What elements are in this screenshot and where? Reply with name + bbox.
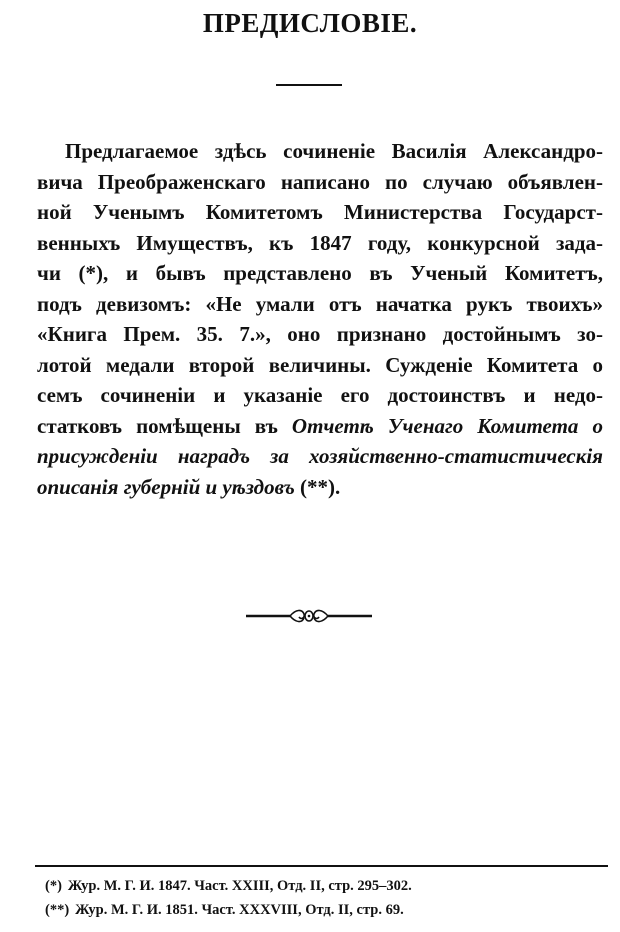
- report-title-part-1: Отчетѣ Ученаго Комитета о: [291, 413, 603, 438]
- preface-paragraph: [37, 136, 603, 502]
- footnote-1-mark: (*): [45, 878, 62, 894]
- paragraph-line-10: [37, 411, 603, 442]
- paragraph-line-10-text: статковъ помѣщены въ: [37, 413, 292, 438]
- paragraph-line-4: венныхъ Имуществъ, къ 1847 году, конкурсной зада-: [37, 230, 603, 255]
- paragraph-line-2: вича Преображенскаго написано по случаю объявлен-: [37, 169, 603, 194]
- footnote-reference-2: (**).: [294, 474, 341, 499]
- paragraph-line-12: [37, 472, 603, 503]
- page-title: ПРЕДИСЛОВІЕ.: [202, 8, 418, 38]
- paragraph-line-5: чи (*), и бывъ представлено въ Ученый Комитетъ,: [37, 261, 603, 285]
- report-title-part-3: описанія губерній и уѣздовъ: [37, 474, 295, 499]
- paragraph-line-9: семъ сочиненіи и указаніе его достоинствъ и недо-: [37, 383, 603, 407]
- report-title-part-2: присужденіи наградъ за хозяйственно-статистическія: [37, 444, 603, 468]
- footnotes: [45, 874, 605, 922]
- footnote-divider: [35, 865, 608, 867]
- footnote-2-text: Жур. М. Г. И. 1851. Част. XXXVIII, Отд. II, стр. 69.: [75, 902, 404, 918]
- paragraph-line-1: Предлагаемое здѣсь сочиненіе Василія Александро-: [65, 139, 603, 163]
- paragraph-line-8: лотой медали второй величины. Сужденіе Комитета о: [37, 352, 603, 377]
- footnote-2: [45, 898, 605, 922]
- footnote-1-text: Жур. М. Г. И. 1847. Част. XXIII, Отд. II, стр. 295–302.: [67, 878, 412, 894]
- footnote-2-mark: (**): [45, 902, 70, 918]
- paragraph-line-3: ной Ученымъ Комитетомъ Министерства Государст-: [37, 200, 603, 224]
- paragraph-line-6: подъ девизомъ: «Не умали отъ начатка рукъ твоихъ»: [37, 291, 603, 316]
- footnote-1: [45, 874, 605, 898]
- ornament-divider: [246, 606, 372, 626]
- paragraph-line-7: «Книга Прем. 35. 7.», оно признано достойнымъ зо-: [37, 322, 603, 346]
- title-divider: [276, 84, 342, 86]
